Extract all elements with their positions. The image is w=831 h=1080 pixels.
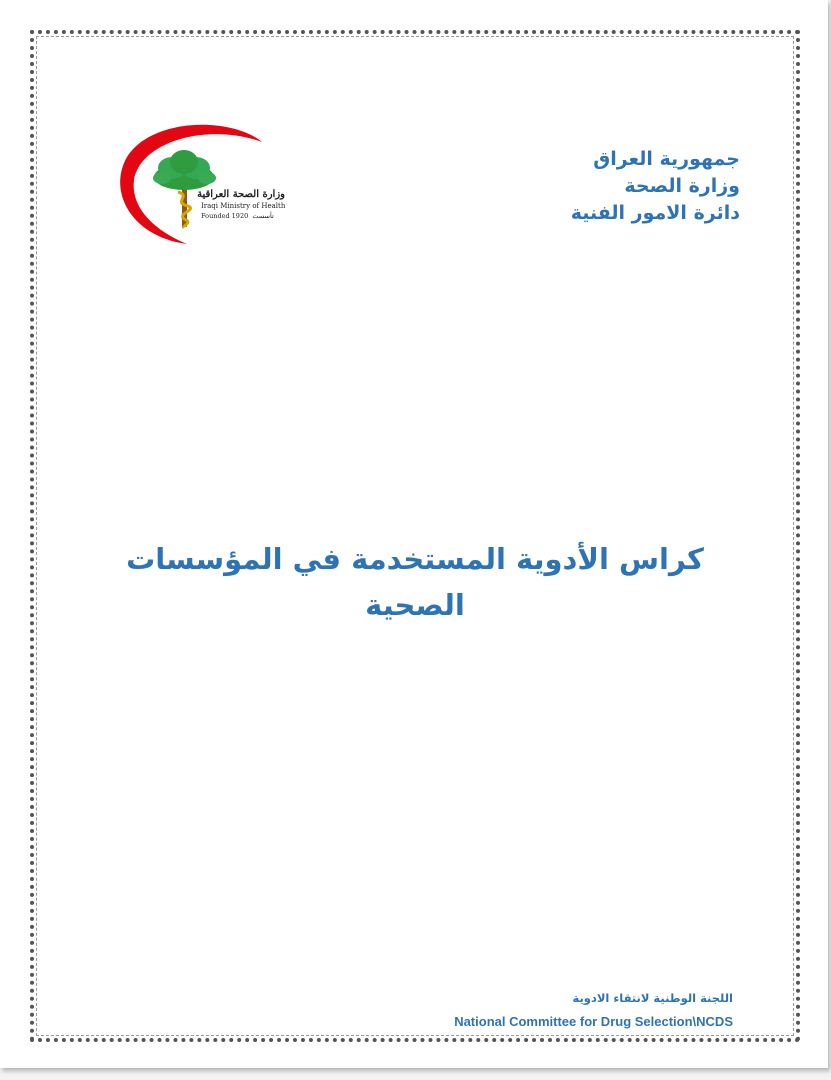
logo-english-name: Iraqi Ministry of Health [201,202,286,210]
header-department: دائرة الامور الفنية [570,202,740,224]
header-ministry: وزارة الصحة [624,175,740,197]
footer-english: National Committee for Drug Selection\NCDS [454,1014,733,1029]
logo-founded: Founded 1920 تأسست [201,212,274,220]
header-republic: جمهورية العراق [593,148,740,170]
title-line-2: الصحية [365,588,465,622]
logo-arabic-name: وزارة الصحة العراقية [197,189,285,200]
title-line-1: كراس الأدوية المستخدمة في المؤسسات [126,542,704,576]
ministry-logo-icon [112,122,292,247]
page-title [110,536,720,628]
footer-block [454,990,733,1032]
footer-arabic: اللجنة الوطنية لانتقاء الادوية [572,991,733,1005]
logo-text-block [197,189,286,220]
header-block [571,146,740,227]
